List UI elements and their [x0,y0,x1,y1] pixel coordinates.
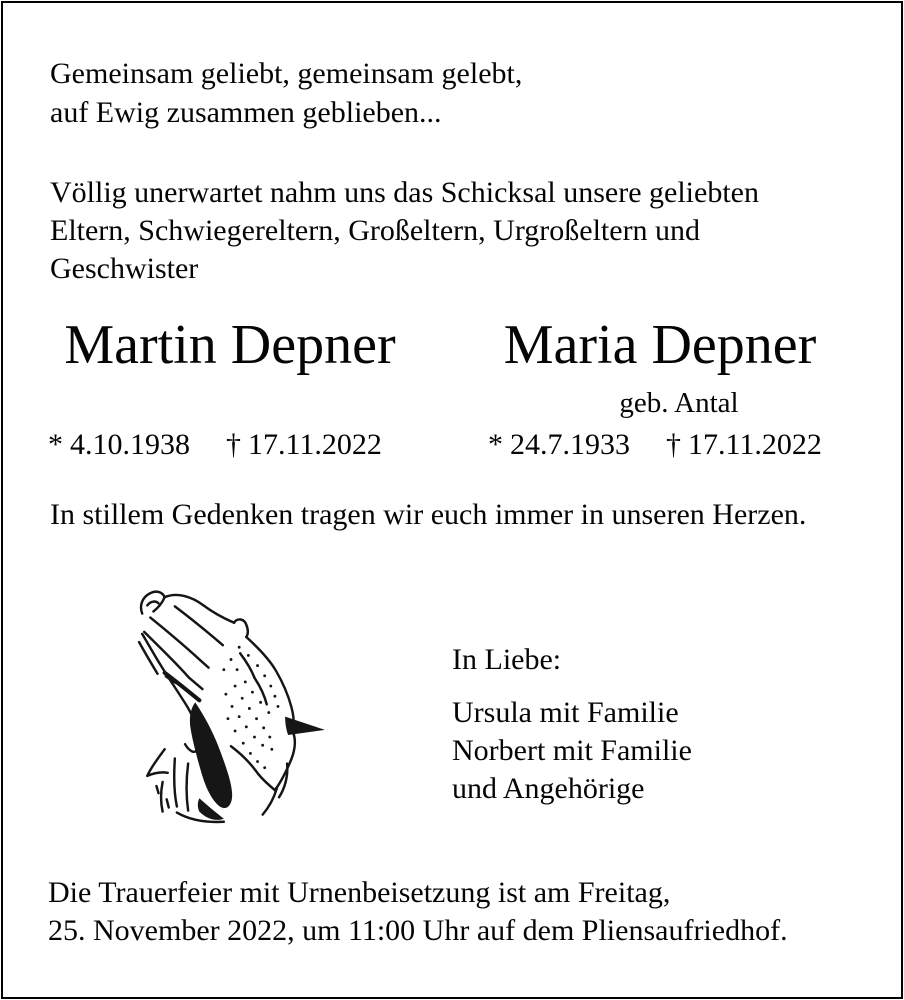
remembrance-line: In stillem Gedenken tragen wir euch immer in unseren Herzen. [50,498,807,531]
death-cross-symbol: † [226,428,241,461]
intro-text [50,174,759,288]
birth-star-symbol: * [48,428,63,461]
deceased-name-maria: Maria Depner [503,314,817,376]
verse-line-2: auf Ewig zusammen geblieben... [50,96,442,129]
mourner-line-1: Ursula mit Familie [452,696,679,729]
mourner-line-3: und Angehörige [452,772,645,805]
opening-verse [50,54,522,132]
funeral-details [48,874,788,950]
funeral-line-2: 25. November 2022, um 11:00 Uhr auf dem Pliensaufriedhof. [48,914,788,947]
dates-martin [48,429,382,461]
mourners-list [452,694,692,808]
dates-maria [488,429,822,461]
death-cross-symbol: † [666,428,681,461]
intro-line-1: Völlig unerwartet nahm uns das Schicksal unsere geliebten [50,176,759,209]
maiden-name: geb. Antal [619,387,739,419]
death-date-martin: † 17.11.2022 [226,428,382,461]
mourner-line-2: Norbert mit Familie [452,734,692,767]
praying-hands-icon [134,588,328,833]
intro-line-3: Geschwister [50,252,199,285]
birth-date-maria: * 24.7.1933 [488,428,630,461]
deceased-name-martin: Martin Depner [64,314,396,376]
birth-star-symbol: * [488,428,503,461]
birth-date-martin: * 4.10.1938 [48,428,190,461]
death-date-maria: † 17.11.2022 [666,428,822,461]
mourners-heading: In Liebe: [452,643,562,676]
funeral-line-1: Die Trauerfeier mit Urnenbeisetzung ist am Freitag, [48,876,671,909]
verse-line-1: Gemeinsam geliebt, gemeinsam gelebt, [50,57,523,90]
intro-line-2: Eltern, Schwiegereltern, Großeltern, Urgroßeltern und [50,214,701,247]
